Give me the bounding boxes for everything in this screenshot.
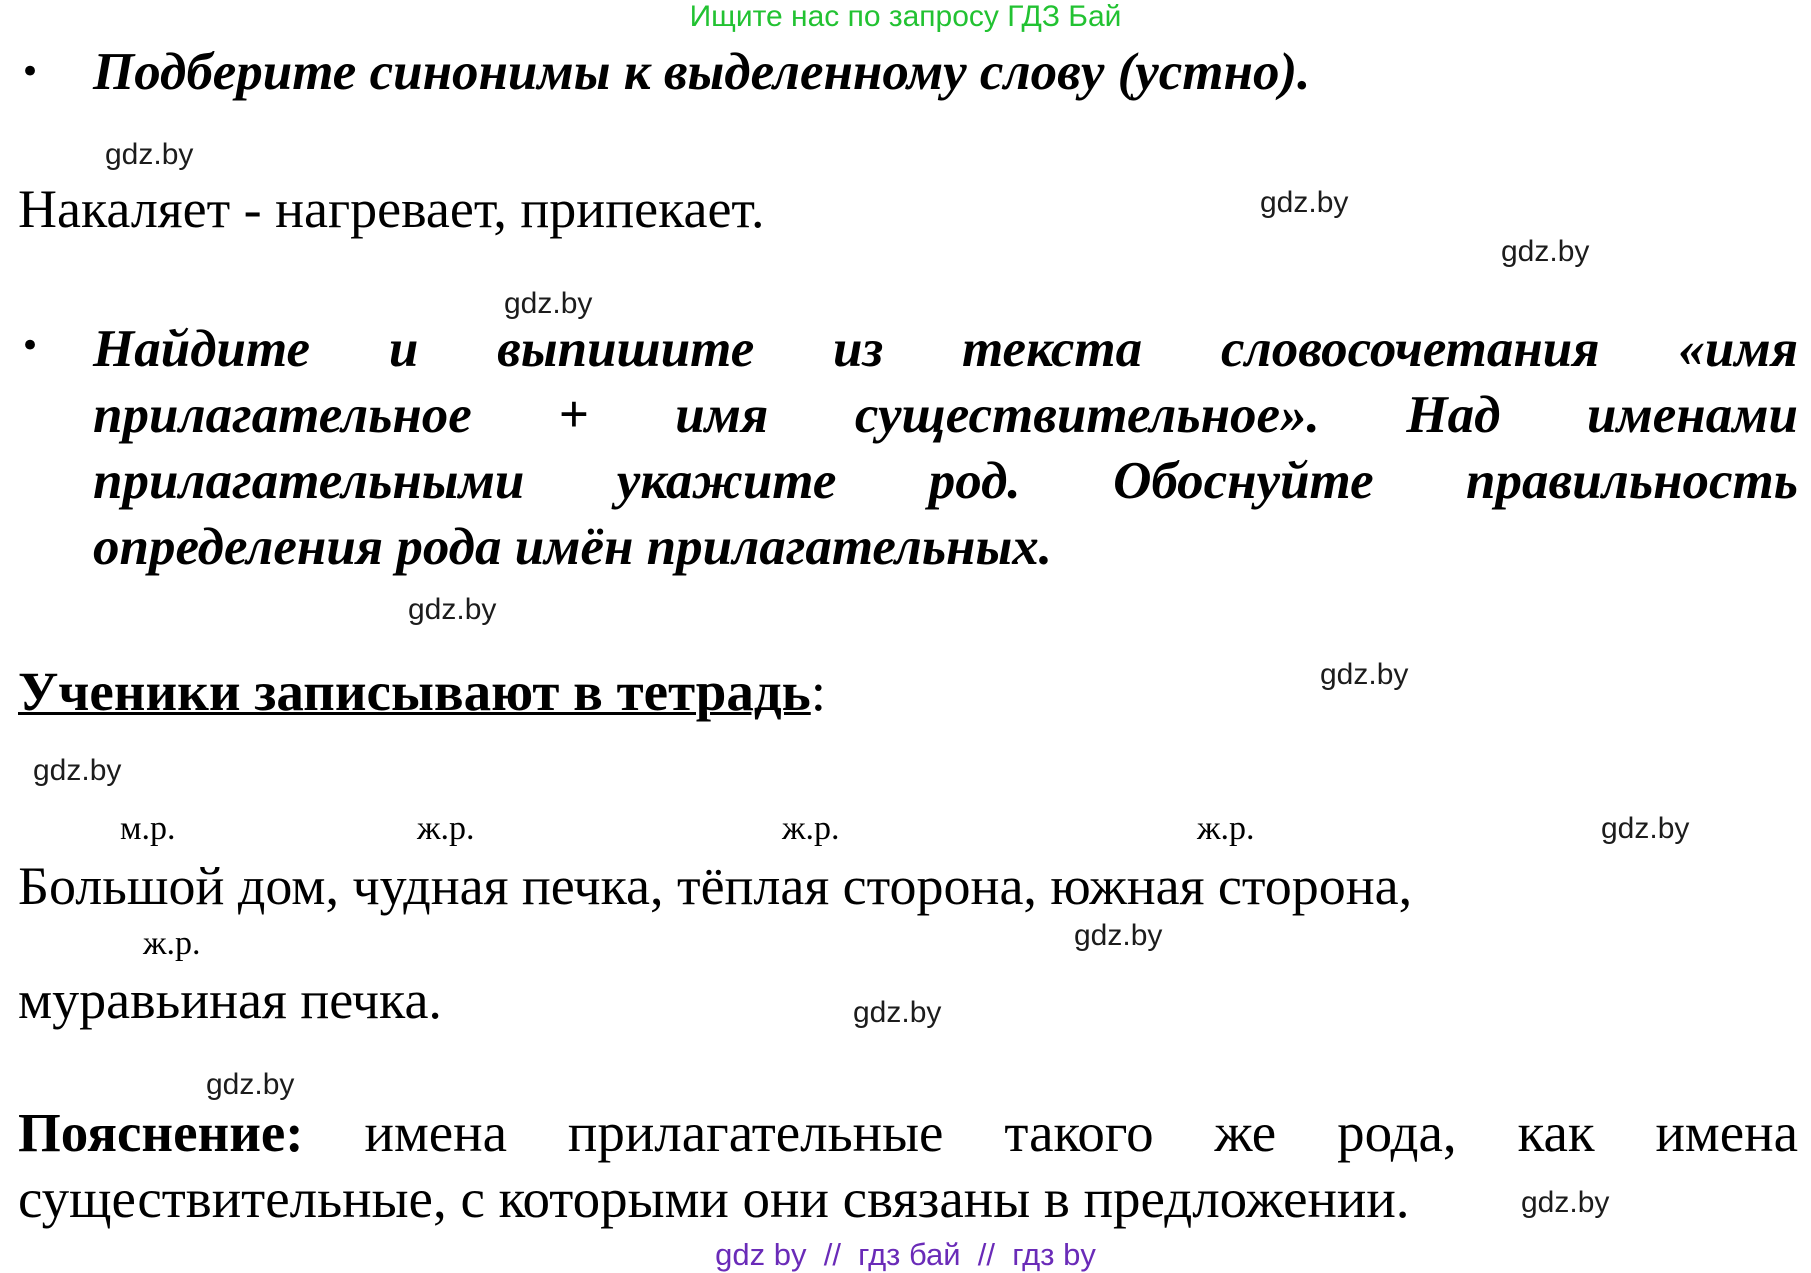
footer-links[interactable]: gdz by // гдз бай // гдз by [715,1237,1096,1272]
explanation-line-2: существительные, с которыми они связаны в предложении. [18,1168,1410,1229]
explanation-line-1 [18,1100,1798,1166]
explanation-label: Пояснение: [18,1102,304,1163]
task-1-text: Подберите синонимы к выделенному слову (устно). [93,43,1311,101]
gender-label: ж.р. [417,810,475,847]
task-2-line: Найдите и выпишите из текста словосочетания «имя [93,320,1798,378]
watermark: gdz.by [1501,235,1590,268]
watermark: gdz.by [1521,1186,1610,1219]
search-hint-link[interactable]: Ищите нас по запросу ГДЗ Бай [689,0,1122,33]
watermark: gdz.by [408,593,497,626]
explanation [18,1100,1798,1232]
watermark: gdz.by [33,754,122,787]
task-2-line: прилагательными укажите род. Обоснуйте правильность [93,452,1798,510]
gender-label: ж.р. [143,925,201,962]
section-heading [18,660,826,723]
watermark: gdz.by [1074,919,1163,952]
gender-label: м.р. [120,810,176,847]
bullet-task-1: • [20,52,41,92]
gender-label: ж.р. [782,810,840,847]
bullet-task-2: • [20,326,41,366]
watermark: gdz.by [504,287,593,320]
gender-label: ж.р. [1197,810,1255,847]
watermark: gdz.by [1260,186,1349,219]
section-colon: : [810,661,827,722]
task-2-text [93,316,1798,580]
answer-1-text: Накаляет - нагревает, припекает. [18,179,765,239]
watermark: gdz.by [105,138,194,171]
watermark: gdz.by [1320,658,1409,691]
watermark: gdz.by [853,996,942,1029]
watermark: gdz.by [1601,812,1690,845]
answer-2-line-1: Большой дом, чудная печка, тёплая сторона, южная сторона, [18,856,1413,916]
task-2-line: определения рода имён прилагательных. [93,518,1052,576]
watermark: gdz.by [206,1068,295,1101]
answer-2-line-2: муравьиная печка. [18,970,442,1030]
section-title: Ученики записывают в тетрадь [18,661,811,722]
task-2-line: прилагательное + имя существительное». Над именами [93,386,1798,444]
explanation-text: имена прилагательные такого же рода, как имена [364,1102,1798,1163]
